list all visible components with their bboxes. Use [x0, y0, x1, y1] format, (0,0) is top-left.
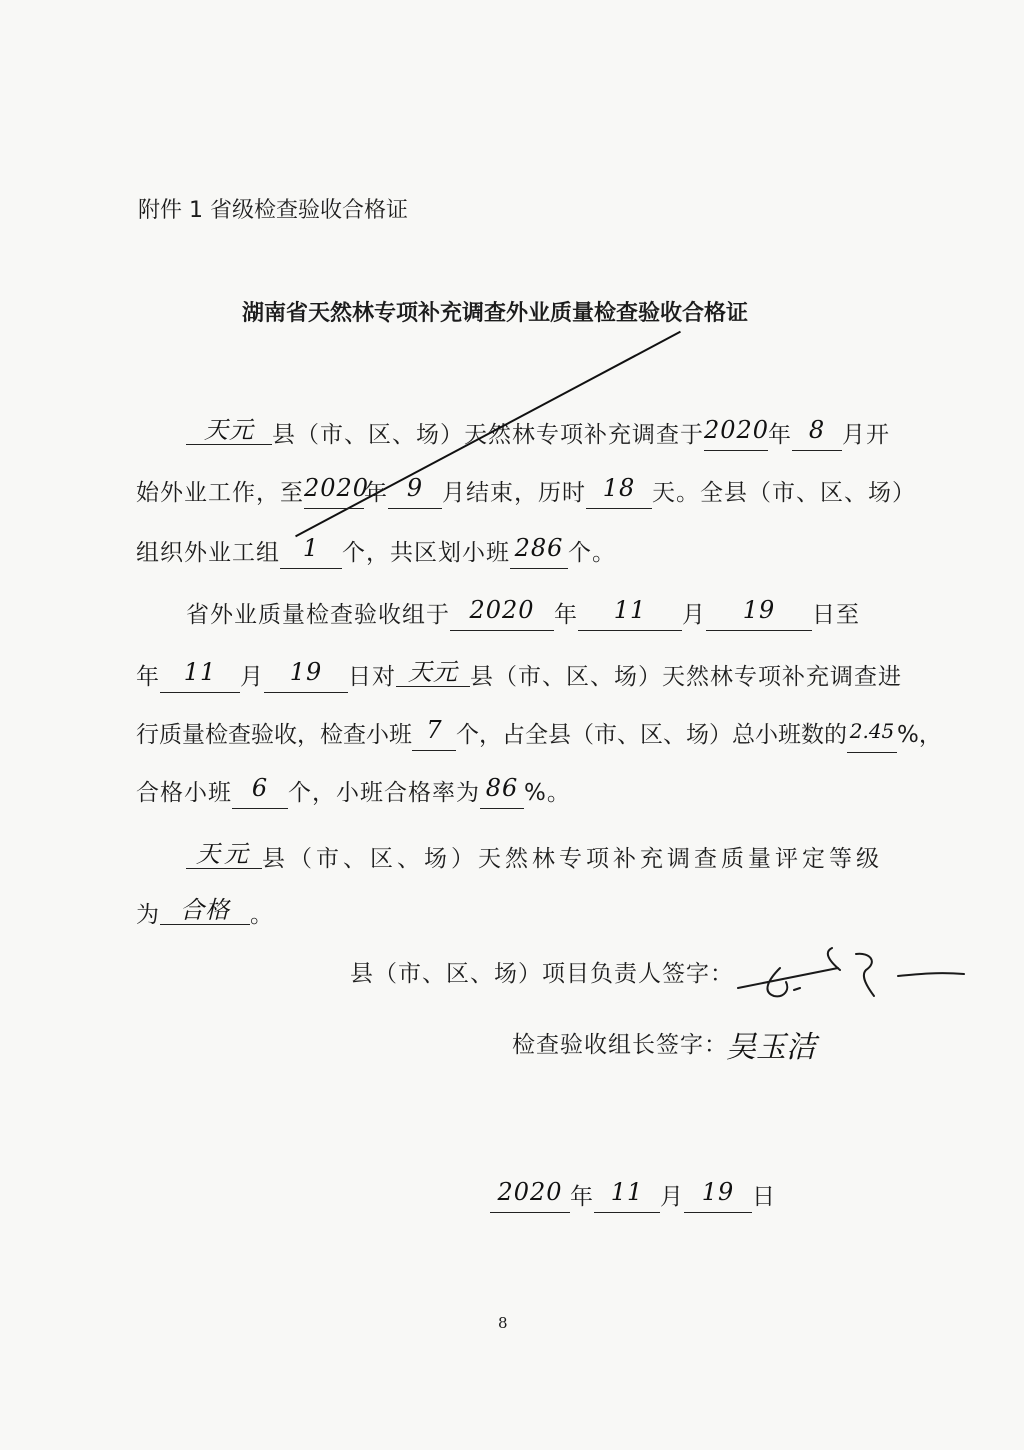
- page-number: 8: [498, 1314, 508, 1332]
- certificate-title: 湖南省天然林专项补充调查外业质量检查验收合格证: [242, 301, 749, 326]
- leader-signature-label: 县（市、区、场）项目负责人签字：: [350, 961, 734, 987]
- end-year: 2020: [304, 474, 370, 502]
- para3-line1: 天元 县（市、区、场）天然林专项补充调查质量评定等级: [186, 838, 883, 873]
- para2-line1: 省外业质量检查验收组于 2020 年 11 月 19 日至: [186, 596, 860, 631]
- para2-line2: 年 11 月 19 日对 天元 县（市、区、场）天然林专项补充调查进: [136, 656, 902, 693]
- passed-count: 6: [251, 774, 269, 802]
- start-year: 2020: [704, 416, 770, 444]
- county-suffix: 县（市、区、场）天然林专项补充调查于: [272, 416, 704, 449]
- quality-grade: 合格: [180, 896, 230, 924]
- county-name-3: 天元: [196, 840, 252, 868]
- inspector-signature: 吴玉洁: [726, 1030, 816, 1065]
- signing-date: 2020 年 11 月 19 日: [490, 1178, 776, 1213]
- duration-days: 18: [602, 474, 636, 502]
- para2-line3: 行质量检查验收，检查小班 7 个，占全县（市、区、场）总小班数的 2.45 %，: [136, 716, 942, 753]
- date-month: 11: [610, 1178, 644, 1206]
- county-name-2: 天元: [408, 658, 458, 686]
- leader-signature: [728, 940, 968, 1010]
- para1-line3: 组织外业工组 1 个，共区划小班 286 个。: [136, 534, 616, 569]
- attachment-heading: 附件 1 省级检查验收合格证: [138, 198, 408, 223]
- date-day: 19: [701, 1178, 735, 1206]
- check-year: 2020: [469, 596, 535, 624]
- group-count: 1: [302, 534, 320, 562]
- checked-percent: 2.45: [849, 719, 895, 743]
- start-month: 8: [808, 416, 826, 444]
- county-name: 天元: [204, 416, 254, 444]
- pass-rate: 86: [485, 774, 519, 802]
- check-day-start: 19: [742, 596, 776, 624]
- check-month-end: 11: [183, 658, 217, 686]
- para3-line2: 为 合格 。: [136, 896, 274, 928]
- end-month: 9: [406, 474, 424, 502]
- date-year: 2020: [497, 1178, 563, 1206]
- check-month-start: 11: [613, 596, 647, 624]
- checked-count: 7: [426, 716, 442, 744]
- subplot-count: 286: [514, 534, 564, 562]
- inspector-signature-label: 检查验收组长签字：: [512, 1032, 728, 1058]
- para1-line2: 始外业工作，至2020年 9 月结束，历时 18 天。全县（市、区、场）: [136, 474, 916, 509]
- check-day-end: 19: [289, 658, 323, 686]
- para1-line1: 天元 县（市、区、场）天然林专项补充调查于2020年 8 月开: [186, 414, 890, 451]
- para2-line4: 合格小班 6 个，小班合格率为 86 %。: [136, 774, 571, 809]
